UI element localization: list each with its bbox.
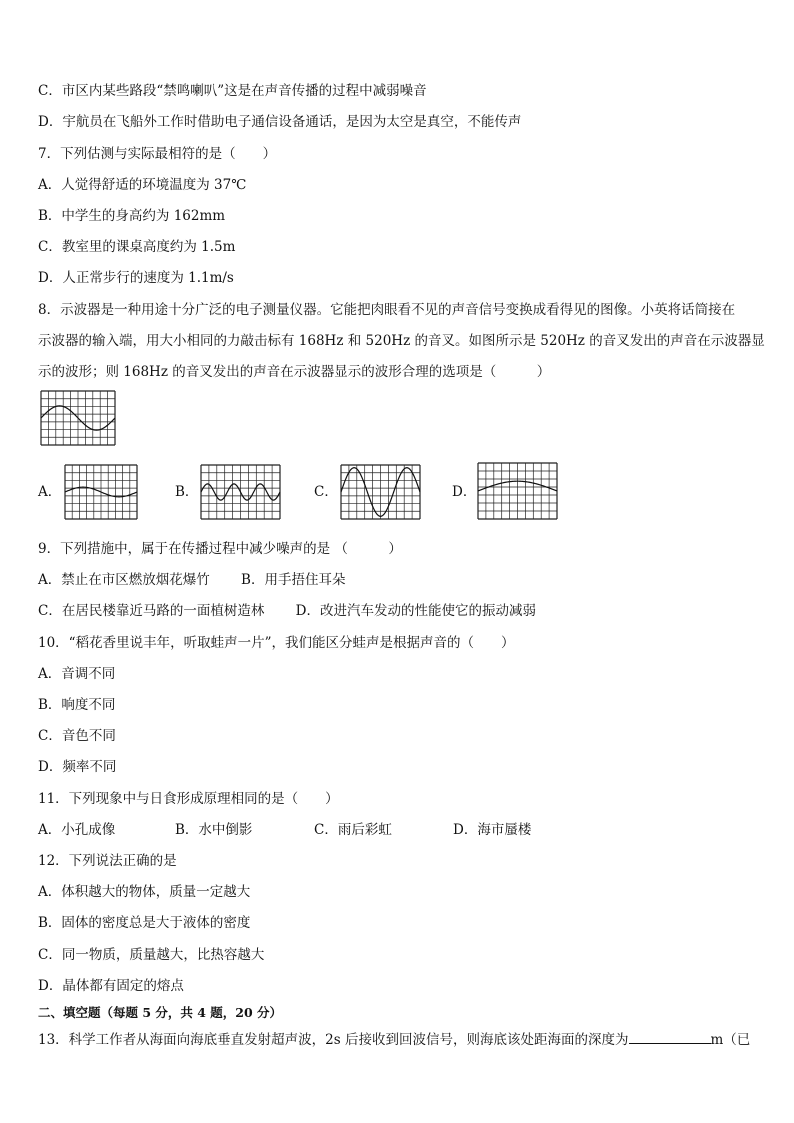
question-7-option-b: B．中学生的身高约为 162mm xyxy=(38,208,226,224)
answer-blank[interactable] xyxy=(629,1029,711,1044)
question-13-text: 13．科学工作者从海面向海底垂直发射超声波，2s 后接收到回波信号，则海底该处距海面的深度为 xyxy=(38,1032,629,1048)
question-12-stem: 12．下列说法正确的是 xyxy=(38,853,177,869)
question-7-option-c: C．教室里的课桌高度约为 1.5m xyxy=(38,239,236,255)
question-11-option-d: D．海市蜃楼 xyxy=(453,822,532,838)
question-8-stem-line-1: 8．示波器是一种用途十分广泛的电子测量仪器。它能把肉眼看不见的声音信号变换成看得见的图像。小英将话筒接在 xyxy=(38,302,736,318)
question-11-option-b: B．水中倒影 xyxy=(175,822,253,838)
question-8-option-b-label: B． xyxy=(175,484,199,500)
option-c-waveform xyxy=(340,464,421,520)
question-10-option-b: B．响度不同 xyxy=(38,697,116,713)
question-9-stem: 9．下列措施中，属于在传播过程中减少噪声的是 （ ） xyxy=(38,541,402,557)
option-b-waveform xyxy=(200,464,281,520)
option-a-waveform xyxy=(64,464,138,520)
question-7-option-a: A．人觉得舒适的环境温度为 37℃ xyxy=(38,177,247,193)
question-12-option-a: A．体积越大的物体，质量一定越大 xyxy=(38,884,251,900)
question-8-option-c-label: C． xyxy=(314,484,338,500)
reference-waveform xyxy=(40,390,116,446)
question-8-stem-line-3: 示的波形；则 168Hz 的音叉发出的声音在示波器显示的波形合理的选项是（ ） xyxy=(38,364,551,380)
question-10-stem: 10．“稻花香里说丰年，听取蛙声一片”，我们能区分蛙声是根据声音的（ ） xyxy=(38,635,515,651)
question-10-option-d: D．频率不同 xyxy=(38,759,117,775)
option-d-waveform-grid xyxy=(478,463,557,519)
question-6-option-d: D．宇航员在飞船外工作时借助电子通信设备通话，是因为太空是真空，不能传声 xyxy=(38,114,522,130)
question-10-option-a: A．音调不同 xyxy=(38,666,116,682)
question-11-options xyxy=(38,820,531,840)
question-13-stem xyxy=(38,1029,750,1050)
question-10-option-c: C．音色不同 xyxy=(38,728,116,744)
question-9-options-ab: A．禁止在市区燃放烟花爆竹 B．用手捂住耳朵 xyxy=(38,572,346,588)
question-8-option-a-label: A． xyxy=(38,484,62,500)
question-13-text-tail: m（已 xyxy=(710,1032,751,1048)
question-6-option-c: C．市区内某些路段“禁鸣喇叭”这是在声音传播的过程中减弱噪音 xyxy=(38,83,427,99)
question-9-options-cd: C．在居民楼靠近马路的一面植树造林 D．改进汽车发动的性能使它的振动减弱 xyxy=(38,603,536,619)
option-d-waveform xyxy=(477,462,558,520)
question-7-stem: 7．下列估测与实际最相符的是（ ） xyxy=(38,146,277,162)
question-11-stem: 11．下列现象中与日食形成原理相同的是（ ） xyxy=(38,791,339,807)
question-11-option-a: A．小孔成像 xyxy=(38,822,116,838)
question-8-stem-line-2: 示波器的输入端，用大小相同的力敲击标有 168Hz 和 520Hz 的音叉。如图所示是 520Hz 的音叉发出的声音在示波器显 xyxy=(38,333,765,349)
question-12-option-c: C．同一物质，质量越大，比热容越大 xyxy=(38,947,265,963)
question-7-option-d: D．人正常步行的速度为 1.1m/s xyxy=(38,270,234,286)
question-11-option-c: C．雨后彩虹 xyxy=(314,822,392,838)
question-8-option-d-label: D． xyxy=(452,484,477,500)
section-2-heading: 二、填空题（每题 5 分，共 4 题，20 分） xyxy=(38,1005,283,1020)
option-c-waveform-grid xyxy=(341,465,420,519)
question-12-option-d: D．晶体都有固定的熔点 xyxy=(38,978,184,994)
question-12-option-b: B．固体的密度总是大于液体的密度 xyxy=(38,915,251,931)
